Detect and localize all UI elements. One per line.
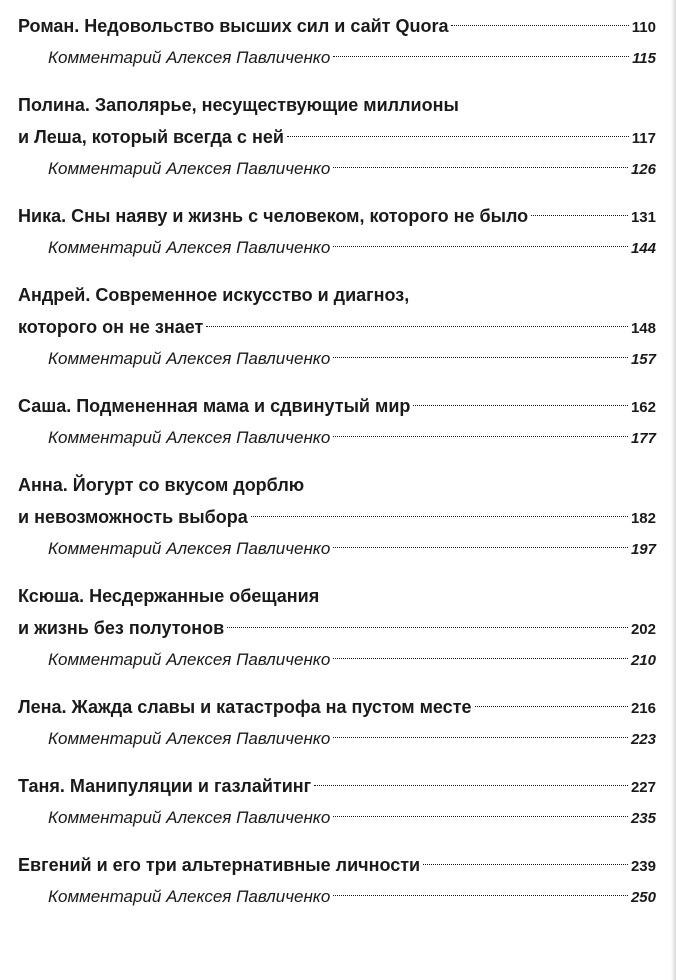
comment-page-number: 177: [630, 430, 656, 447]
toc-entry: [18, 469, 656, 565]
chapter-page-number: 117: [631, 130, 656, 147]
dot-leader: [423, 864, 628, 865]
chapter-page-number: 182: [630, 510, 656, 527]
chapter-page-number: 227: [630, 779, 656, 796]
chapter-title-first-line: Полина. Заполярье, несуществующие миллионы: [18, 95, 459, 115]
dot-leader: [333, 56, 629, 57]
toc-entry: [18, 770, 656, 834]
comment-line[interactable]: [18, 802, 656, 834]
chapter-line[interactable]: [18, 691, 656, 723]
comment-title: Комментарий Алексея Павличенко: [48, 887, 331, 906]
chapter-line[interactable]: [18, 501, 656, 533]
comment-page-number: 197: [630, 541, 656, 558]
comment-page-number: 250: [630, 889, 656, 906]
chapter-title: и жизнь без полутонов: [18, 618, 225, 638]
chapter-page-number: 239: [630, 858, 656, 875]
chapter-line[interactable]: [18, 390, 656, 422]
comment-line[interactable]: [18, 881, 656, 913]
comment-title: Комментарий Алексея Павличенко: [48, 729, 331, 748]
dot-leader: [333, 816, 628, 817]
comment-page-number: 210: [630, 652, 656, 669]
chapter-page-number: 110: [631, 19, 656, 36]
chapter-line[interactable]: [18, 10, 656, 42]
comment-title: Комментарий Алексея Павличенко: [48, 48, 331, 67]
dot-leader: [287, 136, 629, 137]
toc-entry: [18, 279, 656, 375]
dot-leader: [333, 246, 628, 247]
chapter-title-first-line: Анна. Йогурт со вкусом дорблю: [18, 475, 305, 495]
toc-entry: [18, 849, 656, 913]
dot-leader: [475, 706, 628, 707]
comment-page-number: 115: [632, 50, 656, 67]
dot-leader: [531, 215, 628, 216]
comment-title: Комментарий Алексея Павличенко: [48, 159, 331, 178]
comment-title: Комментарий Алексея Павличенко: [48, 349, 331, 368]
chapter-page-number: 216: [630, 700, 656, 717]
toc-entry: [18, 89, 656, 185]
comment-line[interactable]: [18, 533, 656, 565]
dot-leader: [251, 516, 628, 517]
dot-leader: [333, 547, 628, 548]
comment-page-number: 157: [630, 351, 656, 368]
comment-title: Комментарий Алексея Павличенко: [48, 808, 331, 827]
comment-line[interactable]: [18, 153, 656, 185]
page-edge-shadow: [671, 0, 676, 980]
chapter-title: и невозможность выбора: [18, 507, 248, 527]
chapter-line[interactable]: [18, 770, 656, 802]
dot-leader: [451, 25, 628, 26]
dot-leader: [314, 785, 628, 786]
chapter-page-number: 162: [630, 399, 656, 416]
chapter-title: Саша. Подмененная мама и сдвинутый мир: [18, 396, 411, 416]
chapter-title-first-line: Андрей. Современное искусство и диагноз,: [18, 285, 410, 305]
dot-leader: [333, 658, 628, 659]
toc-entry: [18, 580, 656, 676]
chapter-line[interactable]: [18, 200, 656, 232]
chapter-page-number: 148: [630, 320, 656, 337]
comment-page-number: 223: [630, 731, 656, 748]
comment-line[interactable]: [18, 422, 656, 454]
comment-line[interactable]: [18, 644, 656, 676]
dot-leader: [413, 405, 628, 406]
toc-entry: [18, 10, 656, 74]
chapter-title: Таня. Манипуляции и газлайтинг: [18, 776, 312, 796]
chapter-line[interactable]: [18, 121, 656, 153]
chapter-title: Лена. Жажда славы и катастрофа на пустом месте: [18, 697, 472, 717]
chapter-title: Ника. Сны наяву и жизнь с человеком, которого не было: [18, 206, 529, 226]
dot-leader: [333, 167, 628, 168]
comment-page-number: 144: [630, 240, 656, 257]
comment-line[interactable]: [18, 42, 656, 74]
toc-entry: [18, 390, 656, 454]
chapter-page-number: 131: [630, 209, 656, 226]
chapter-title: Евгений и его три альтернативные личности: [18, 855, 421, 875]
comment-title: Комментарий Алексея Павличенко: [48, 428, 331, 447]
chapter-page-number: 202: [630, 621, 656, 638]
chapter-title: которого он не знает: [18, 317, 204, 337]
chapter-title-first-line: Ксюша. Несдержанные обещания: [18, 586, 320, 606]
comment-line[interactable]: [18, 232, 656, 264]
comment-title: Комментарий Алексея Павличенко: [48, 539, 331, 558]
comment-line[interactable]: [18, 723, 656, 755]
dot-leader: [227, 627, 628, 628]
comment-title: Комментарий Алексея Павличенко: [48, 238, 331, 257]
dot-leader: [333, 895, 628, 896]
chapter-line[interactable]: [18, 612, 656, 644]
chapter-line[interactable]: [18, 311, 656, 343]
dot-leader: [206, 326, 628, 327]
toc-entry: [18, 200, 656, 264]
chapter-title: и Леша, который всегда с ней: [18, 127, 284, 147]
dot-leader: [333, 737, 628, 738]
comment-line[interactable]: [18, 343, 656, 375]
chapter-line[interactable]: [18, 849, 656, 881]
dot-leader: [333, 357, 628, 358]
comment-page-number: 235: [630, 810, 656, 827]
comment-title: Комментарий Алексея Павличенко: [48, 650, 331, 669]
chapter-title: Роман. Недовольство высших сил и сайт Quora: [18, 16, 449, 36]
table-of-contents: [18, 10, 656, 928]
dot-leader: [333, 436, 628, 437]
comment-page-number: 126: [630, 161, 656, 178]
toc-entry: [18, 691, 656, 755]
